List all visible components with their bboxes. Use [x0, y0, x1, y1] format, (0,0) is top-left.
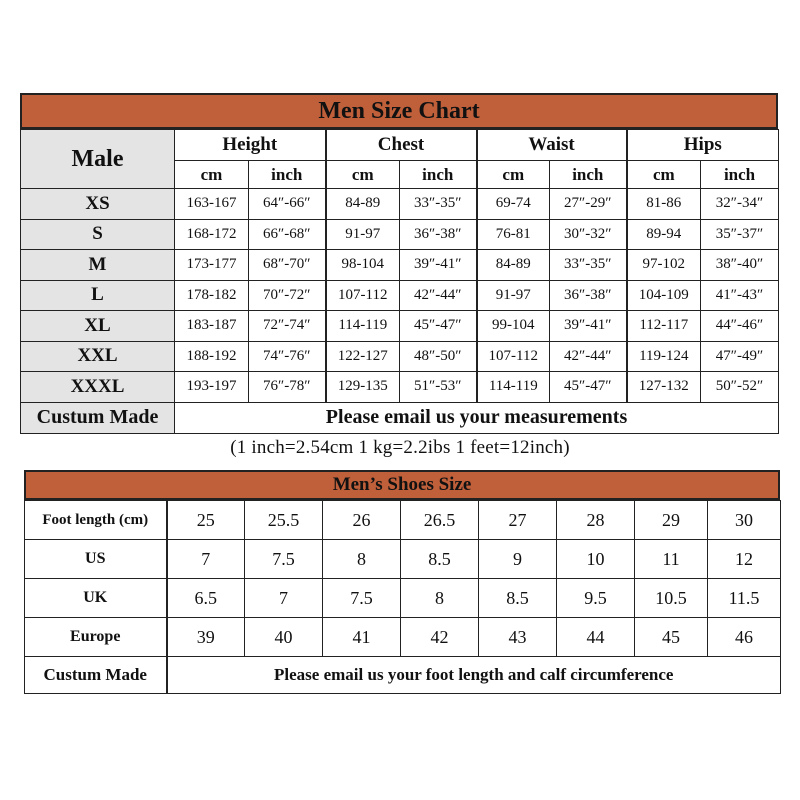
size-cell: 97-102	[627, 250, 701, 281]
size-cell: 112-117	[627, 311, 701, 342]
size-cell: 183-187	[175, 311, 249, 342]
size-cell: 89-94	[627, 219, 701, 250]
unit-header: cm	[477, 161, 550, 189]
size-cell: 51″-53″	[400, 372, 477, 403]
shoe-custom-label: Custum Made	[25, 657, 167, 694]
size-cell: 42″-44″	[400, 280, 477, 311]
size-row	[21, 280, 779, 311]
size-row	[21, 311, 779, 342]
unit-header: cm	[175, 161, 249, 189]
size-label: XXL	[21, 341, 175, 372]
shoe-cell: 9.5	[557, 579, 635, 618]
unit-header: inch	[249, 161, 326, 189]
size-cell: 48″-50″	[400, 341, 477, 372]
size-label: XL	[21, 311, 175, 342]
size-cell: 41″-43″	[701, 280, 779, 311]
shoe-cell: 7.5	[245, 540, 323, 579]
size-cell: 68″-70″	[249, 250, 326, 281]
shoe-table	[24, 500, 781, 694]
shoe-cell: 29	[635, 501, 708, 540]
size-cell: 66″-68″	[249, 219, 326, 250]
size-row	[21, 250, 779, 281]
shoe-cell: 12	[708, 540, 781, 579]
size-cell: 27″-29″	[550, 189, 627, 220]
shoe-cell: 43	[479, 618, 557, 657]
shoe-cell: 8	[401, 579, 479, 618]
shoe-row	[25, 579, 781, 618]
size-cell: 178-182	[175, 280, 249, 311]
size-label: M	[21, 250, 175, 281]
shoe-cell: 6.5	[167, 579, 245, 618]
size-cell: 39″-41″	[400, 250, 477, 281]
shoe-cell: 28	[557, 501, 635, 540]
shoe-cell: 8.5	[479, 579, 557, 618]
size-table	[20, 129, 779, 434]
size-cell: 119-124	[627, 341, 701, 372]
shoe-row	[25, 501, 781, 540]
shoe-cell: 39	[167, 618, 245, 657]
size-row	[21, 341, 779, 372]
shoe-row-label: US	[25, 540, 167, 579]
size-cell: 84-89	[326, 189, 400, 220]
size-custom-text: Please email us your measurements	[175, 402, 779, 433]
size-cell: 36″-38″	[400, 219, 477, 250]
size-cell: 30″-32″	[550, 219, 627, 250]
shoe-cell: 25.5	[245, 501, 323, 540]
shoe-cell: 11.5	[708, 579, 781, 618]
size-cell: 91-97	[326, 219, 400, 250]
shoe-row	[25, 618, 781, 657]
group-header-waist: Waist	[477, 130, 627, 161]
size-row	[21, 372, 779, 403]
men-size-chart	[20, 93, 778, 434]
shoe-chart-title: Men’s Shoes Size	[24, 470, 780, 500]
shoe-cell: 10	[557, 540, 635, 579]
size-cell: 98-104	[326, 250, 400, 281]
shoe-cell: 42	[401, 618, 479, 657]
shoe-row-label: UK	[25, 579, 167, 618]
shoe-cell: 11	[635, 540, 708, 579]
shoe-cell: 9	[479, 540, 557, 579]
size-cell: 76-81	[477, 219, 550, 250]
size-cell: 45″-47″	[550, 372, 627, 403]
size-cell: 50″-52″	[701, 372, 779, 403]
size-cell: 163-167	[175, 189, 249, 220]
unit-header: inch	[701, 161, 779, 189]
group-header-height: Height	[175, 130, 326, 161]
unit-header: inch	[400, 161, 477, 189]
size-custom-label: Custum Made	[21, 402, 175, 433]
size-cell: 44″-46″	[701, 311, 779, 342]
shoe-custom-text: Please email us your foot length and calf circumference	[167, 657, 781, 694]
size-cell: 104-109	[627, 280, 701, 311]
size-cell: 81-86	[627, 189, 701, 220]
size-cell: 168-172	[175, 219, 249, 250]
size-cell: 127-132	[627, 372, 701, 403]
size-cell: 193-197	[175, 372, 249, 403]
shoe-row	[25, 540, 781, 579]
shoe-cell: 30	[708, 501, 781, 540]
size-cell: 64″-66″	[249, 189, 326, 220]
shoe-cell: 27	[479, 501, 557, 540]
shoe-cell: 25	[167, 501, 245, 540]
shoe-cell: 44	[557, 618, 635, 657]
size-cell: 33″-35″	[400, 189, 477, 220]
size-chart-title: Men Size Chart	[20, 93, 778, 129]
size-cell: 188-192	[175, 341, 249, 372]
size-cell: 99-104	[477, 311, 550, 342]
size-cell: 72″-74″	[249, 311, 326, 342]
size-label: L	[21, 280, 175, 311]
group-header-hips: Hips	[627, 130, 779, 161]
size-label: S	[21, 219, 175, 250]
size-cell: 76″-78″	[249, 372, 326, 403]
shoe-cell: 7.5	[323, 579, 401, 618]
size-cell: 36″-38″	[550, 280, 627, 311]
size-cell: 129-135	[326, 372, 400, 403]
shoe-cell: 7	[245, 579, 323, 618]
size-label: XXXL	[21, 372, 175, 403]
shoe-row-label: Foot length (cm)	[25, 501, 167, 540]
shoe-cell: 8	[323, 540, 401, 579]
size-cell: 91-97	[477, 280, 550, 311]
size-row	[21, 189, 779, 220]
shoe-cell: 7	[167, 540, 245, 579]
size-cell: 173-177	[175, 250, 249, 281]
size-cell: 70″-72″	[249, 280, 326, 311]
shoe-cell: 8.5	[401, 540, 479, 579]
size-cell: 47″-49″	[701, 341, 779, 372]
size-cell: 35″-37″	[701, 219, 779, 250]
size-cell: 69-74	[477, 189, 550, 220]
unit-header: cm	[627, 161, 701, 189]
size-cell: 33″-35″	[550, 250, 627, 281]
shoe-cell: 10.5	[635, 579, 708, 618]
shoe-cell: 26	[323, 501, 401, 540]
size-label: XS	[21, 189, 175, 220]
shoe-cell: 45	[635, 618, 708, 657]
size-cell: 107-112	[477, 341, 550, 372]
shoe-row-label: Europe	[25, 618, 167, 657]
unit-header: inch	[550, 161, 627, 189]
size-cell: 122-127	[326, 341, 400, 372]
shoe-cell: 41	[323, 618, 401, 657]
size-cell: 39″-41″	[550, 311, 627, 342]
shoe-cell: 26.5	[401, 501, 479, 540]
size-cell: 114-119	[477, 372, 550, 403]
size-row	[21, 219, 779, 250]
size-cell: 38″-40″	[701, 250, 779, 281]
size-cell: 114-119	[326, 311, 400, 342]
shoe-cell: 40	[245, 618, 323, 657]
size-cell: 32″-34″	[701, 189, 779, 220]
group-header-chest: Chest	[326, 130, 477, 161]
size-cell: 74″-76″	[249, 341, 326, 372]
size-cell: 107-112	[326, 280, 400, 311]
conversion-note: (1 inch=2.54cm 1 kg=2.2ibs 1 feet=12inch)	[230, 437, 570, 458]
unit-header: cm	[326, 161, 400, 189]
male-corner-label: Male	[21, 130, 175, 189]
size-cell: 45″-47″	[400, 311, 477, 342]
shoe-cell: 46	[708, 618, 781, 657]
shoe-size-chart	[24, 470, 780, 694]
size-cell: 42″-44″	[550, 341, 627, 372]
size-cell: 84-89	[477, 250, 550, 281]
